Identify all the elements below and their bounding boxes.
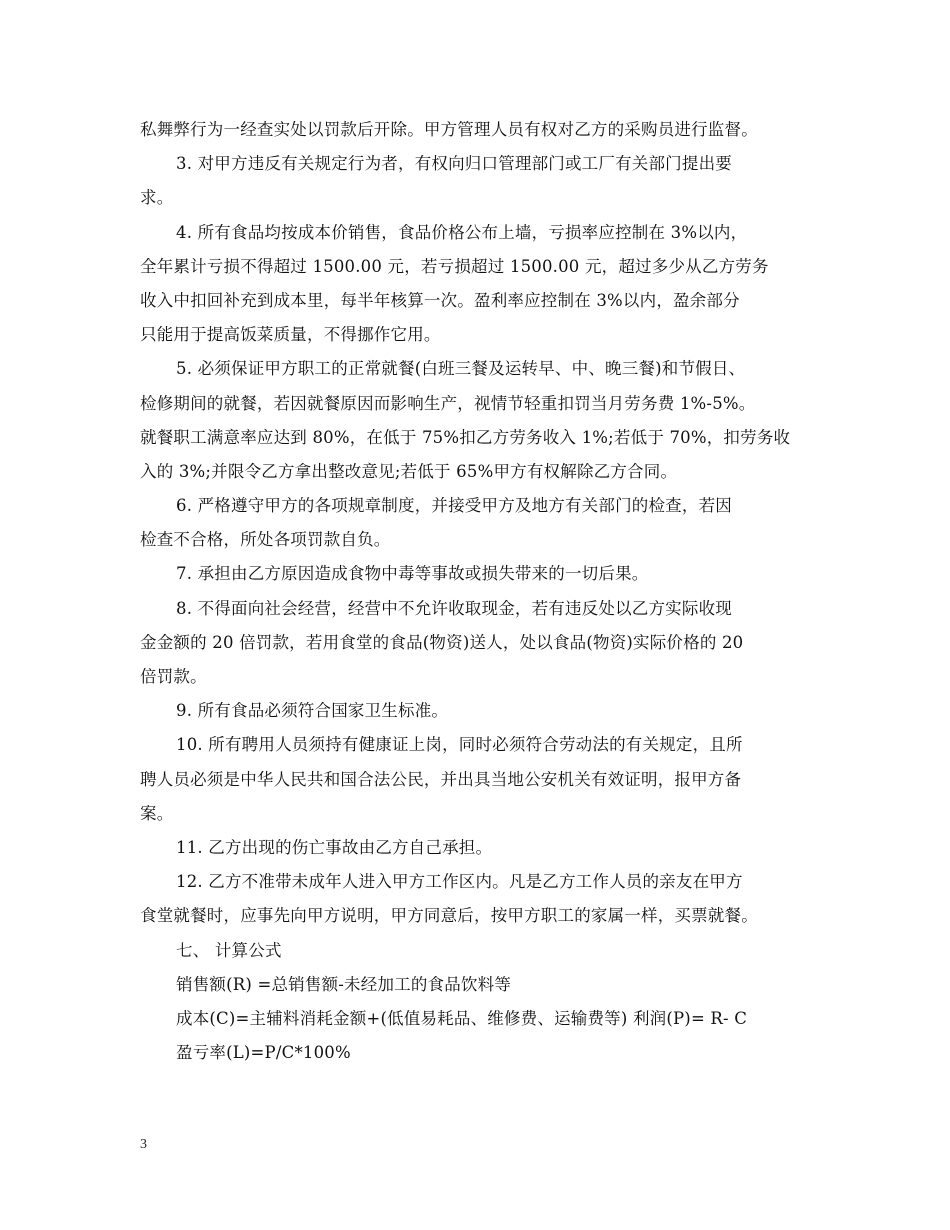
text-line: 12. 乙方不准带未成年人进入甲方工作区内。凡是乙方工作人员的亲友在甲方 [176,872,743,892]
document-body [140,113,830,1070]
text-line: 聘人员必须是中华人民共和国合法公民，并出具当地公安机关有效证明，报甲方备 [140,769,742,789]
text-line: 就餐职工满意率应达到 80%，在低于 75%扣乙方劳务收入 1%;若低于 70%，扣劳务收 [140,427,791,447]
text-line: 食堂就餐时，应事先向甲方说明，甲方同意后，按甲方职工的家属一样，买票就餐。 [140,906,758,926]
page-number: 3 [140,1137,147,1152]
formula-line: 盈亏率(L)=P/C*100% [176,1043,351,1063]
text-line: 案。 [140,803,174,823]
text-line: 5. 必须保证甲方职工的正常就餐(白班三餐及运转早、中、晚三餐)和节假日、 [176,359,746,379]
formula-line: 销售额(R) =总销售额-未经加工的食品饮料等 [176,974,512,994]
text-line: 倍罚款。 [140,667,207,686]
text-line: 10. 所有聘用人员须持有健康证上岗，同时必须符合劳动法的有关规定，且所 [176,735,743,755]
text-line: 9. 所有食品必须符合国家卫生标准。 [176,701,449,721]
text-line: 检修期间的就餐，若因就餐原因而影响生产，视情节轻重扣罚当月劳务费 1%-5%。 [140,393,756,413]
text-line: 只能用于提高饭菜质量，不得挪作它用。 [140,325,441,345]
text-line: 收入中扣回补充到成本里，每半年核算一次。盈利率应控制在 3%以内，盈余部分 [140,290,740,310]
text-line: 全年累计亏损不得超过 1500.00 元，若亏损超过 1500.00 元，超过多少从乙方劳务 [140,256,769,276]
text-line: 4. 所有食品均按成本价销售，食品价格公布上墙，亏损率应控制在 3%以内， [176,222,748,242]
text-line: 7. 承担由乙方原因造成食物中毒等事故或损失带来的一切后果。 [176,564,649,584]
text-line: 金金额的 20 倍罚款，若用食堂的食品(物资)送人，处以食品(物资)实际价格的 20 [140,632,744,652]
text-line: 检查不合格，所处各项罚款自负。 [140,530,391,550]
text-line: 入的 3%;并限令乙方拿出整改意见;若低于 65%甲方有权解除乙方合同。 [140,461,678,481]
text-line: 11. 乙方出现的伤亡事故由乙方自己承担。 [176,837,493,857]
text-line: 私舞弊行为一经查实处以罚款后开除。甲方管理人员有权对乙方的采购员进行监督。 [140,120,758,139]
text-line: 6. 严格遵守甲方的各项规章制度，并接受甲方及地方有关部门的检查，若因 [176,496,732,516]
text-line: 8. 不得面向社会经营，经营中不允许收取现金，若有违反处以乙方实际收现 [176,598,732,618]
formula-line: 成本(C)=主辅料消耗金额+(低值易耗品、维修费、运输费等) 利润(P)= R- C [176,1008,748,1028]
text-line: 求。 [140,188,174,208]
text-line: 3. 对甲方违反有关规定行为者，有权向归口管理部门或工厂有关部门提出要 [176,154,732,174]
section-heading: 七、 计算公式 [176,940,282,960]
